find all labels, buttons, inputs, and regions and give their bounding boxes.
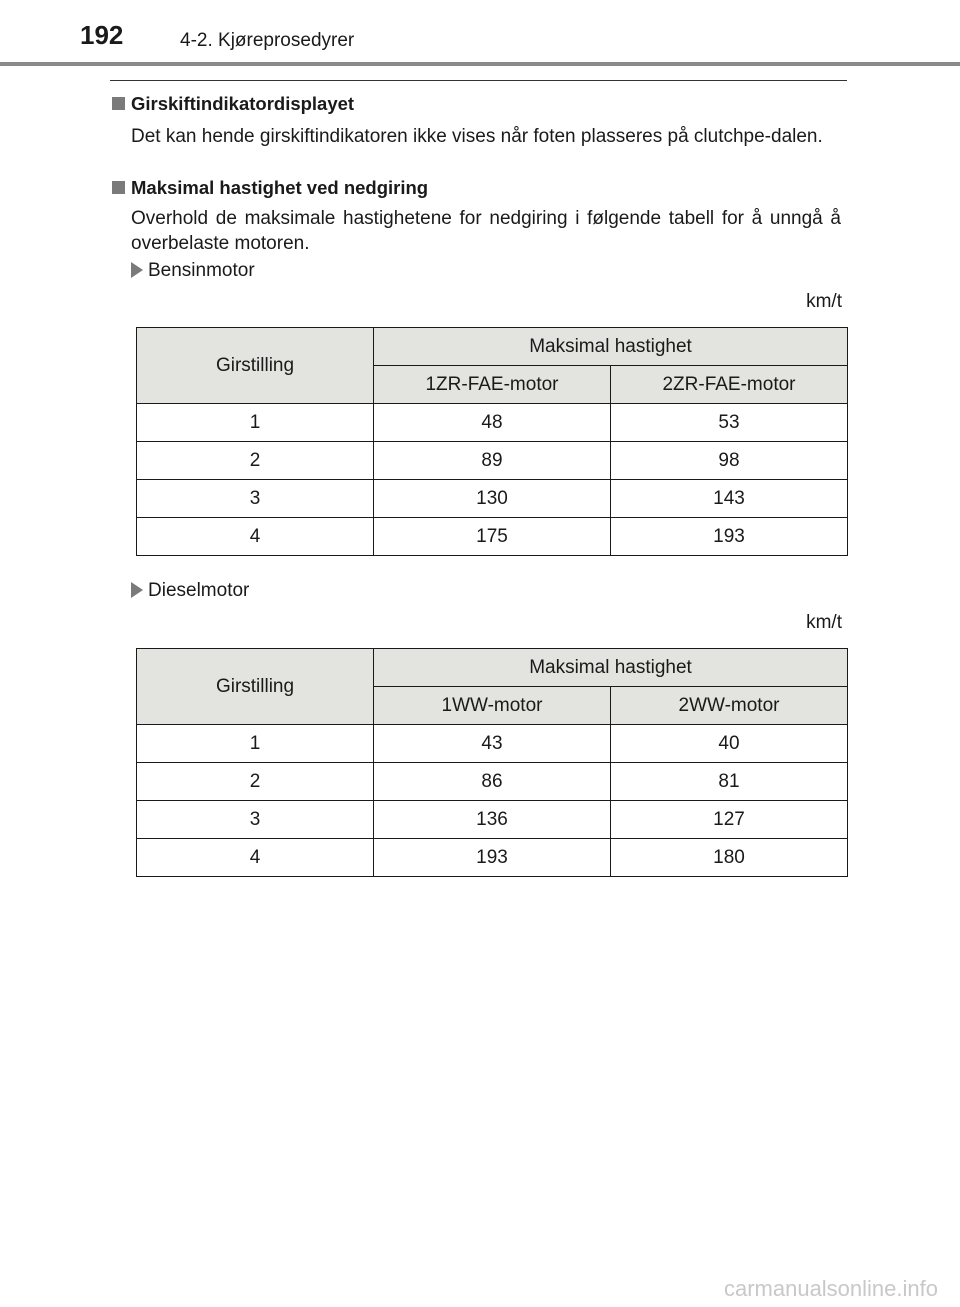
table-cell: 98 <box>611 442 848 480</box>
table-cell: 81 <box>611 763 848 801</box>
heading-text: Maksimal hastighet ved nedgiring <box>131 177 429 198</box>
table-cell: 86 <box>374 763 611 801</box>
header-divider <box>0 62 960 66</box>
table-cell: 193 <box>611 518 848 556</box>
table-cell: 40 <box>611 725 848 763</box>
petrol-speed-table <box>136 327 848 556</box>
subheading-text: Dieselmotor <box>148 580 250 601</box>
unit-label: km/t <box>806 291 842 312</box>
square-bullet-icon <box>112 97 125 110</box>
triangle-bullet-icon <box>131 262 143 278</box>
section-text-display: Det kan hende girskiftindikatoren ikke vises når foten plasseres på clutchpe-dalen. <box>131 126 823 147</box>
table-row <box>137 801 848 839</box>
table-cell: 180 <box>611 839 848 877</box>
table-cell: 3 <box>137 480 374 518</box>
square-bullet-icon <box>112 181 125 194</box>
column-header-gear: Girstilling <box>137 328 374 404</box>
unit-label: km/t <box>806 612 842 633</box>
table-cell: 1 <box>137 725 374 763</box>
table-cell: 89 <box>374 442 611 480</box>
table-cell: 2 <box>137 442 374 480</box>
subheading-diesel <box>131 580 249 602</box>
subheading-petrol <box>131 260 255 282</box>
table-cell: 2 <box>137 763 374 801</box>
table-row <box>137 725 848 763</box>
column-header-engine: 1WW-motor <box>374 687 611 725</box>
table-row <box>137 763 848 801</box>
table-cell: 1 <box>137 404 374 442</box>
table-cell: 136 <box>374 801 611 839</box>
watermark: carmanualsonline.info <box>723 1276 938 1301</box>
table-row <box>137 518 848 556</box>
section-text-downshift: Overhold de maksimale hastighetene for nedgiring i følgende tabell for å unngå å overbelaste motoren. <box>131 208 841 254</box>
table-cell: 53 <box>611 404 848 442</box>
table-cell: 175 <box>374 518 611 556</box>
table-cell: 193 <box>374 839 611 877</box>
table-cell: 43 <box>374 725 611 763</box>
section-heading-downshift <box>112 177 428 199</box>
table-row <box>137 442 848 480</box>
table-cell: 130 <box>374 480 611 518</box>
table-cell: 143 <box>611 480 848 518</box>
table-cell: 3 <box>137 801 374 839</box>
column-header-gear: Girstilling <box>137 649 374 725</box>
table-row <box>137 404 848 442</box>
table-cell: 48 <box>374 404 611 442</box>
column-header-max-speed: Maksimal hastighet <box>374 328 848 366</box>
table-row <box>137 480 848 518</box>
section-title: 4-2. Kjøreprosedyrer <box>180 30 355 51</box>
section-heading-display <box>112 93 354 115</box>
column-header-engine: 1ZR-FAE-motor <box>374 366 611 404</box>
content-divider <box>110 80 847 81</box>
table-cell: 4 <box>137 839 374 877</box>
table-cell: 127 <box>611 801 848 839</box>
subheading-text: Bensinmotor <box>148 260 255 281</box>
table-cell: 4 <box>137 518 374 556</box>
column-header-engine: 2WW-motor <box>611 687 848 725</box>
triangle-bullet-icon <box>131 582 143 598</box>
diesel-speed-table <box>136 648 848 877</box>
heading-text: Girskiftindikatordisplayet <box>131 93 355 114</box>
column-header-max-speed: Maksimal hastighet <box>374 649 848 687</box>
table-row <box>137 839 848 877</box>
page-header <box>0 0 960 64</box>
column-header-engine: 2ZR-FAE-motor <box>611 366 848 404</box>
page-number: 192 <box>80 20 124 50</box>
